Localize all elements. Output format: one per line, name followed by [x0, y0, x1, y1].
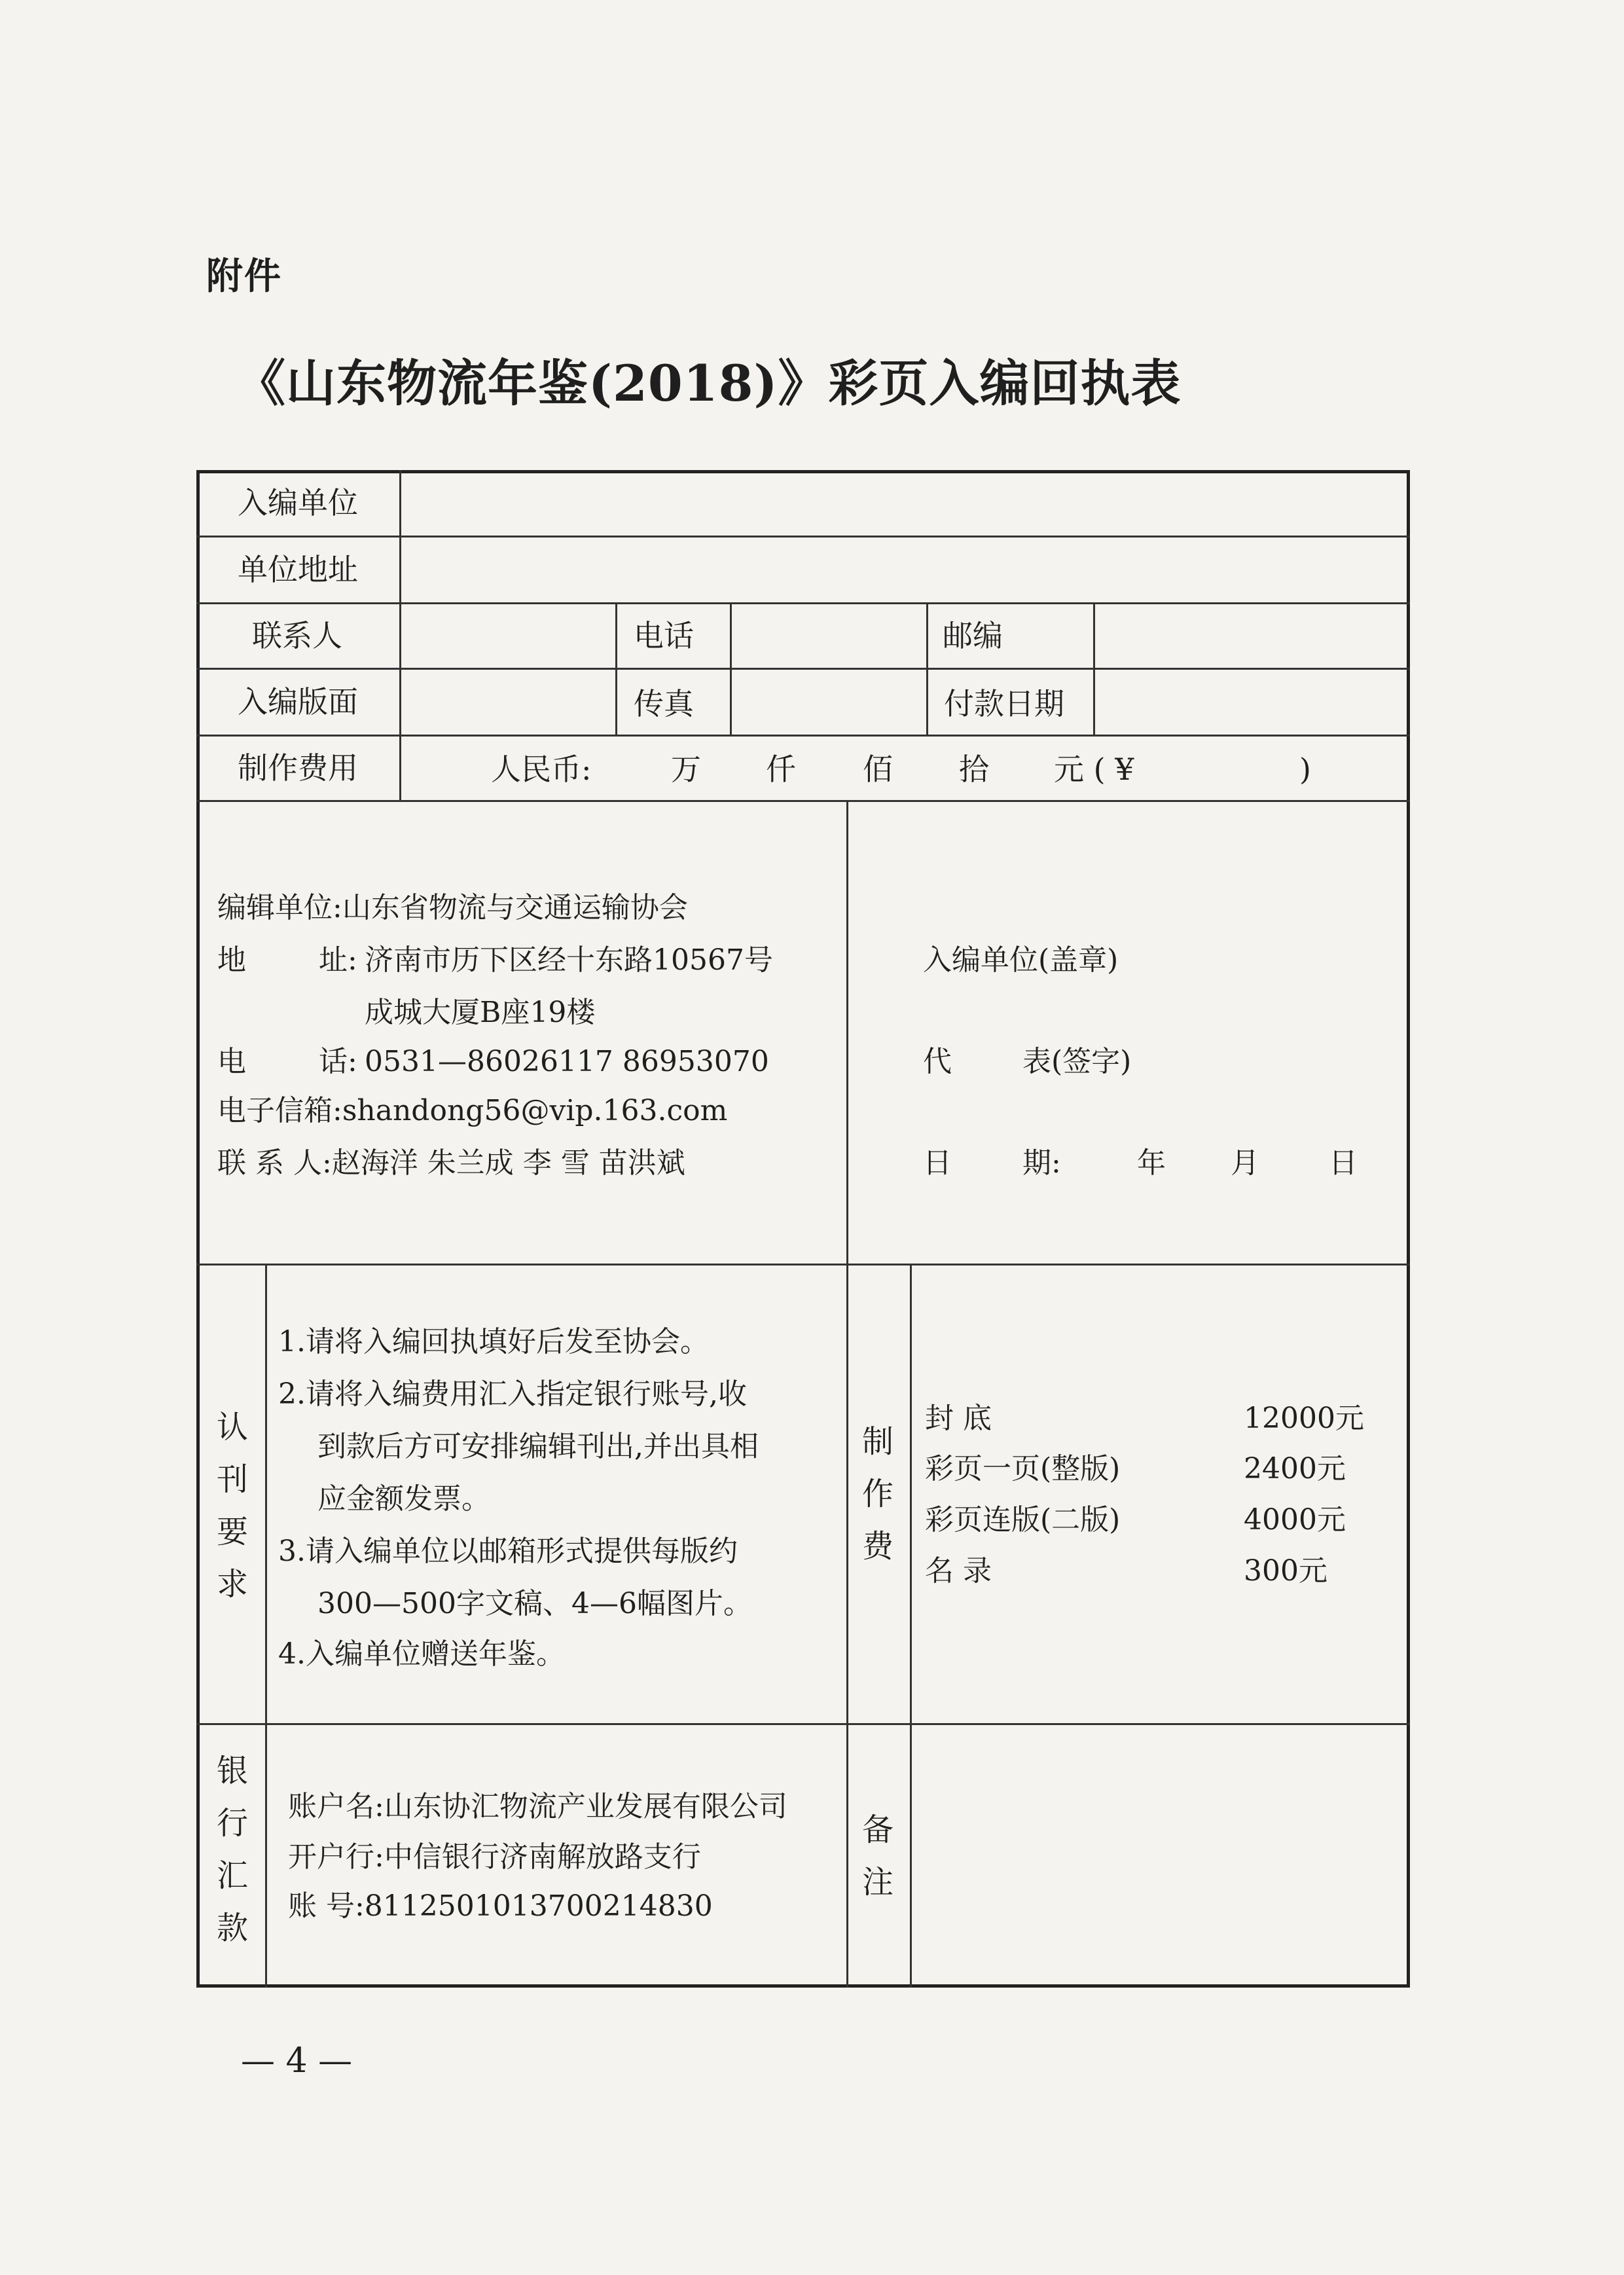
phone-field[interactable]	[732, 604, 926, 668]
editor-phone: 0531—86026117 86953070	[365, 1045, 769, 1078]
fee-price: 4000元	[1244, 1503, 1346, 1537]
page-number: — 4 —	[241, 2041, 353, 2081]
date-day: 日	[1329, 1146, 1358, 1180]
page-field[interactable]	[401, 670, 615, 735]
fax-field[interactable]	[732, 670, 926, 735]
editor-address-line1: 济南市历下区经十东路10567号	[365, 943, 773, 977]
requirement-item: 2.请将入编费用汇入指定银行账号,收	[278, 1377, 747, 1411]
address-field[interactable]	[401, 537, 1408, 602]
date-year: 年	[1137, 1146, 1166, 1180]
close-paren: )	[1299, 752, 1311, 787]
editor-phone-key-1: 电	[217, 1045, 246, 1078]
payment-date-label: 付款日期	[944, 686, 1064, 721]
editor-unit: 编辑单位:山东省物流与交通运输协会	[217, 891, 688, 924]
date-period: 期:	[1022, 1146, 1061, 1180]
contact-label: 联系人	[252, 618, 342, 653]
requirement-item: 4.入编单位赠送年鉴。	[278, 1637, 565, 1671]
rep-value: 表(签字)	[1022, 1045, 1132, 1078]
payment-date-field[interactable]	[1095, 670, 1408, 735]
bank-account-number: 账 号:8112501013700214830	[288, 1889, 713, 1923]
contact-field[interactable]	[401, 604, 615, 668]
requirement-item: 300—500字文稿、4—6幅图片。	[317, 1587, 752, 1620]
bank-branch: 开户行:中信银行济南解放路支行	[288, 1840, 701, 1874]
bank-account-name: 账户名:山东协汇物流产业发展有限公司	[288, 1790, 787, 1823]
postcode-field[interactable]	[1095, 604, 1408, 668]
unit-field[interactable]	[401, 472, 1408, 536]
postcode-label: 邮编	[943, 618, 1003, 653]
qian-label: 仟	[766, 752, 796, 787]
page-label: 入编版面	[238, 684, 358, 719]
bank-side-label: 银 行 汇 款	[216, 1753, 248, 1946]
remarks-field[interactable]	[912, 1725, 1408, 1986]
fee-item: 彩页连版(二版)	[925, 1503, 1121, 1537]
seal-label: 入编单位(盖章)	[923, 943, 1119, 977]
bai-label: 佰	[863, 752, 893, 787]
fee-price: 2400元	[1244, 1452, 1346, 1485]
rep-key: 代	[923, 1045, 952, 1078]
editor-phone-key-2: 话:	[319, 1045, 357, 1078]
phone-label: 电话	[634, 618, 694, 653]
cost-label: 制作费用	[238, 750, 358, 786]
requirement-item: 到款后方可安排编辑刊出,并出具相	[317, 1430, 759, 1463]
fee-price: 12000元	[1244, 1402, 1364, 1435]
fee-item: 彩页一页(整版)	[925, 1452, 1121, 1485]
editor-email: 电子信箱:shandong56@vip.163.com	[217, 1094, 728, 1127]
editor-address-line2: 成城大厦B座19楼	[365, 996, 596, 1029]
document-title: 《山东物流年鉴(2018)》彩页入编回执表	[236, 354, 1182, 412]
requirements-side-label: 认 刊 要 求	[216, 1409, 248, 1603]
requirement-item: 应金额发票。	[317, 1482, 490, 1516]
editor-contacts: 联 系 人:赵海洋 朱兰成 李 雪 苗洪斌	[217, 1146, 685, 1180]
wan-label: 万	[671, 752, 701, 787]
unit-label: 入编单位	[238, 485, 358, 520]
fee-item: 名 录	[925, 1554, 992, 1588]
attachment-label: 附件	[206, 255, 282, 298]
fee-price: 300元	[1244, 1554, 1327, 1588]
yuan-label: 元 ( ¥	[1054, 752, 1134, 787]
fee-item: 封 底	[925, 1402, 992, 1435]
requirement-item: 3.请入编单位以邮箱形式提供每版约	[278, 1535, 738, 1568]
rmb-label: 人民币:	[491, 752, 592, 787]
address-label: 单位地址	[238, 552, 358, 587]
editor-address-key-2: 址:	[319, 943, 357, 977]
fax-label: 传真	[634, 686, 694, 721]
date-month: 月	[1231, 1146, 1259, 1180]
fees-side-label: 制 作 费	[861, 1423, 893, 1565]
date-key: 日	[923, 1146, 952, 1180]
editor-address-key-1: 地	[217, 943, 246, 977]
shi-label: 拾	[959, 752, 989, 787]
remarks-side-label: 备 注	[861, 1811, 893, 1901]
requirement-item: 1.请将入编回执填好后发至协会。	[278, 1325, 709, 1358]
